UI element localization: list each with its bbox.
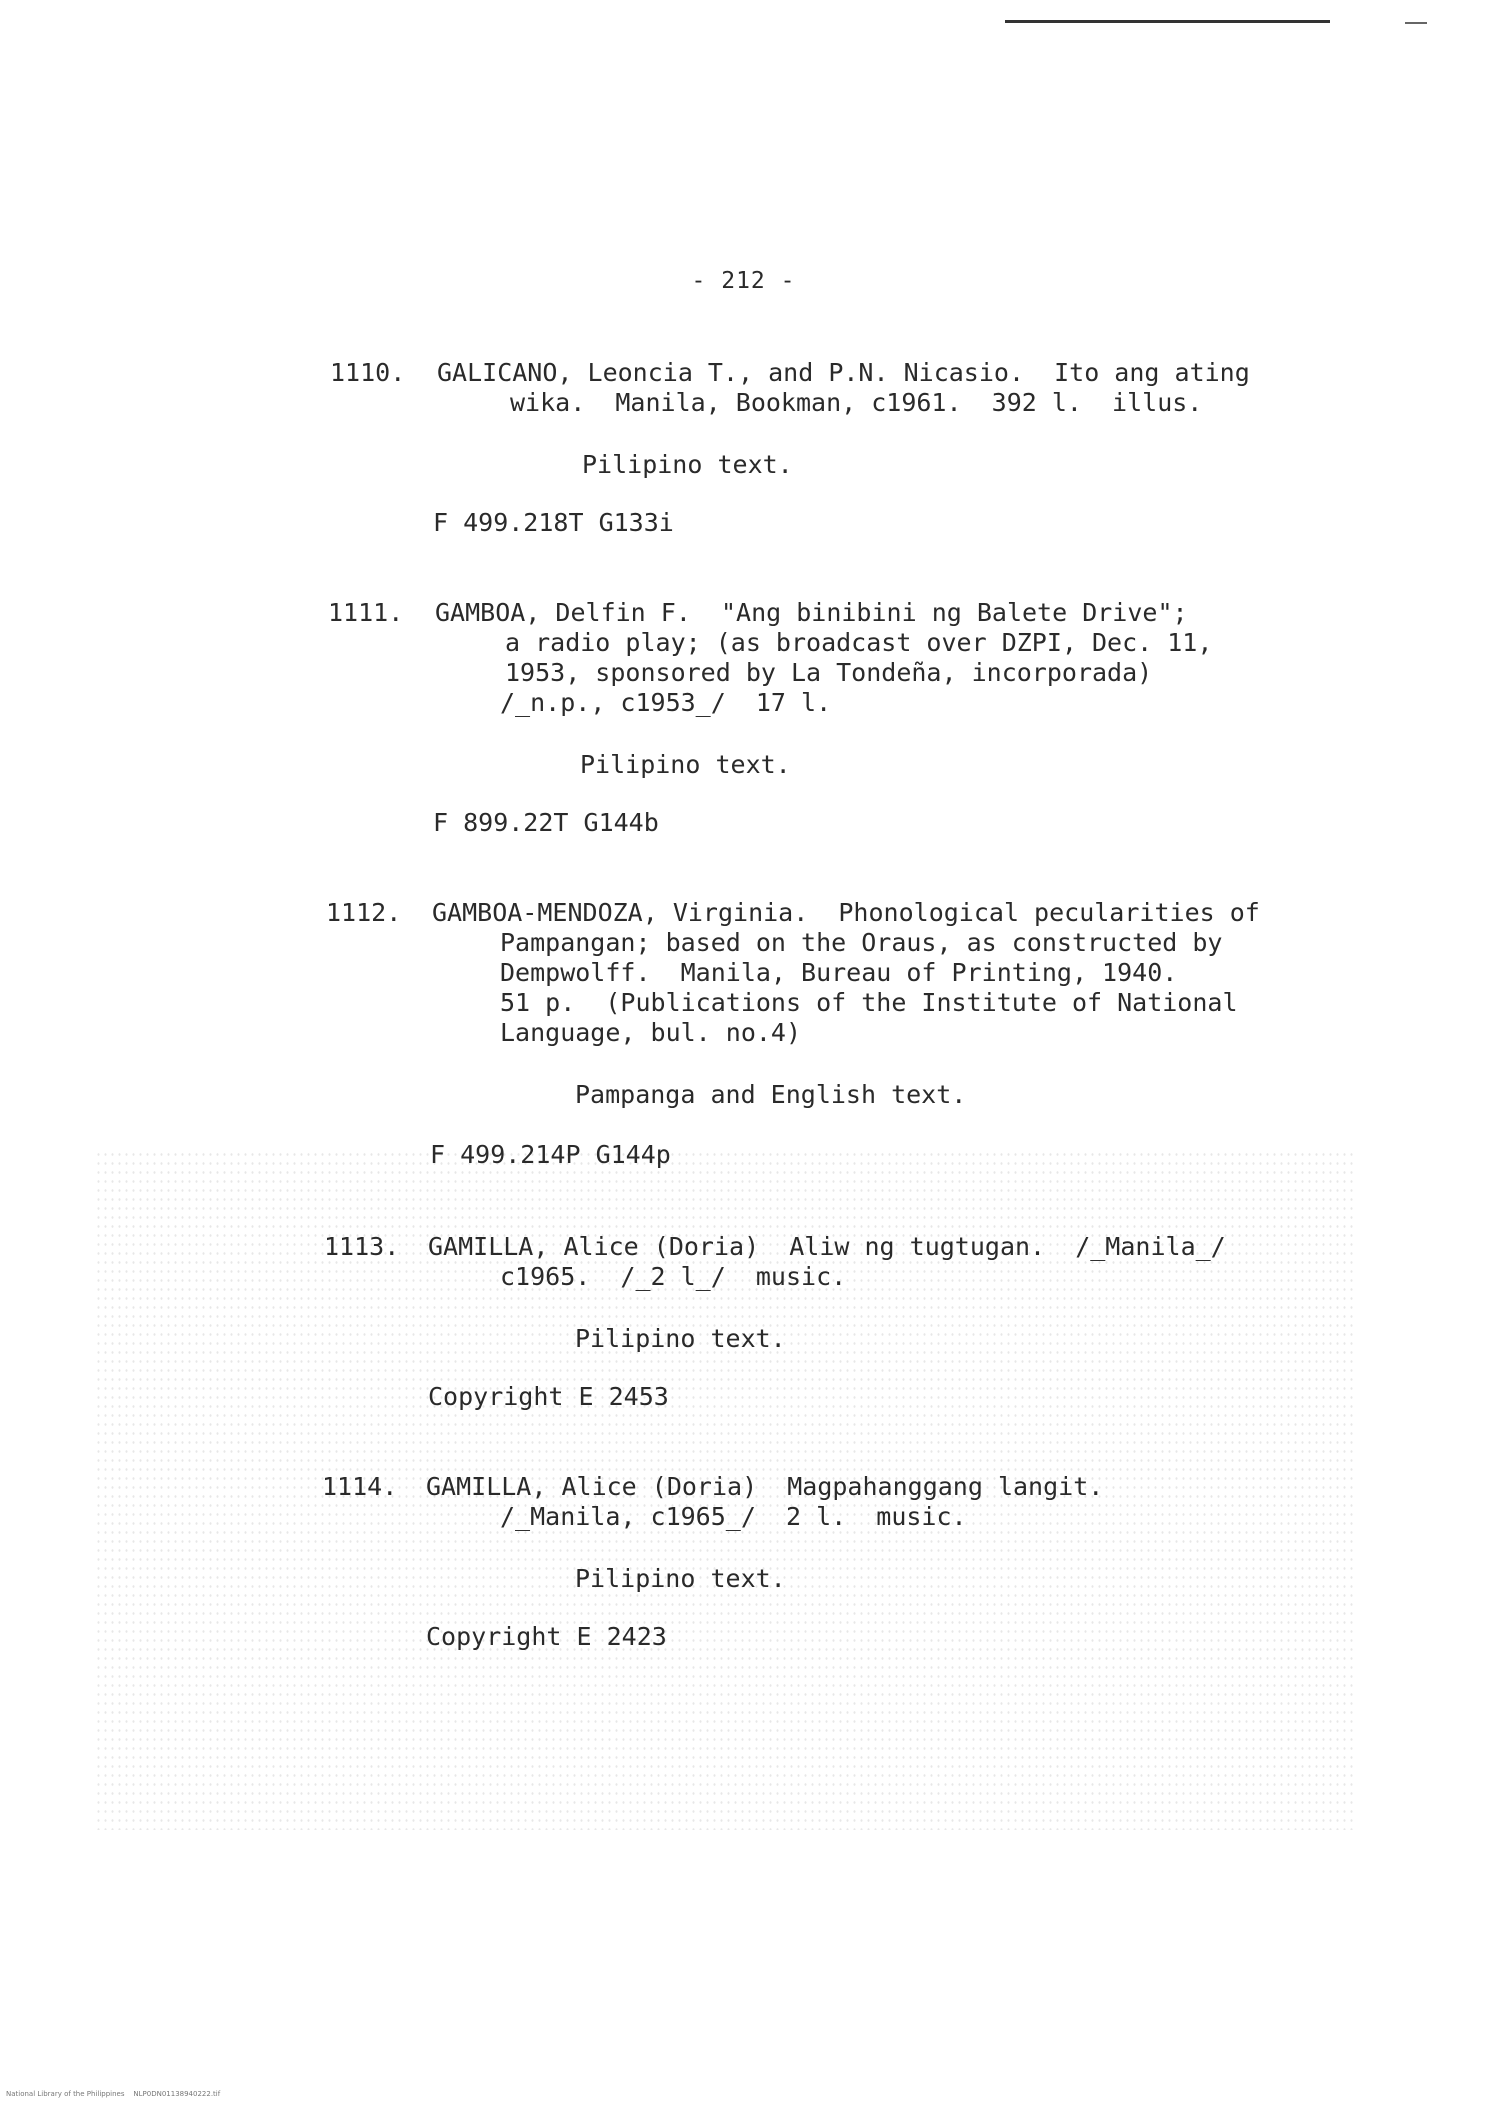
entry-line: GAMBOA-MENDOZA, Virginia. Phonological pecularities of — [432, 898, 1260, 927]
scan-footer: National Library of the Philippines NLP0DN01138940222.tif — [6, 2090, 221, 2098]
entry-number: 1112. — [326, 898, 402, 927]
entry-line: GAMBOA, Delfin F. "Ang binibini ng Balete Drive"; — [435, 598, 1188, 627]
entry-line: a radio play; (as broadcast over DZPI, Dec. 11, — [505, 628, 1213, 657]
entry-line: Dempwolff. Manila, Bureau of Printing, 1940. — [500, 958, 1178, 987]
entry-line: GALICANO, Leoncia T., and P.N. Nicasio. Ito ang ating — [437, 358, 1250, 387]
entry-number: 1114. — [322, 1472, 398, 1501]
entry-call-number: Copyright E 2423 — [426, 1622, 667, 1651]
entry-line: /_n.p., c1953_/ 17 l. — [500, 688, 832, 717]
top-rule-mark — [1405, 22, 1427, 24]
entry-line: 1953, sponsored by La Tondeña, incorporada) — [505, 658, 1153, 687]
entry-number: 1110. — [330, 358, 406, 387]
entry-note: Pilipino text. — [575, 1324, 786, 1353]
entry-note: Pampanga and English text. — [575, 1080, 967, 1109]
entry-line: /_Manila, c1965_/ 2 l. music. — [500, 1502, 967, 1531]
entry-number: 1113. — [324, 1232, 400, 1261]
entry-note: Pilipino text. — [580, 750, 791, 779]
entry-line: c1965. /_2 l_/ music. — [500, 1262, 847, 1291]
entry-number: 1111. — [328, 598, 404, 627]
entry-call-number: Copyright E 2453 — [428, 1382, 669, 1411]
page-number: - 212 - — [691, 268, 796, 294]
entry-call-number: F 899.22T G144b — [433, 808, 659, 837]
entry-line: 51 p. (Publications of the Institute of National — [500, 988, 1238, 1017]
top-rule — [1005, 20, 1330, 23]
entry-call-number: F 499.214P G144p — [430, 1140, 671, 1169]
entry-line: Pampangan; based on the Oraus, as constructed by — [500, 928, 1223, 957]
entry-line: wika. Manila, Bookman, c1961. 392 l. illus. — [510, 388, 1203, 417]
entry-note: Pilipino text. — [582, 450, 793, 479]
entry-call-number: F 499.218T G133i — [433, 508, 674, 537]
entry-line: GAMILLA, Alice (Doria) Aliw ng tugtugan. /_Manila_/ — [428, 1232, 1226, 1261]
entry-line: GAMILLA, Alice (Doria) Magpahanggang langit. — [426, 1472, 1104, 1501]
entry-line: Language, bul. no.4) — [500, 1018, 802, 1047]
entry-note: Pilipino text. — [575, 1564, 786, 1593]
